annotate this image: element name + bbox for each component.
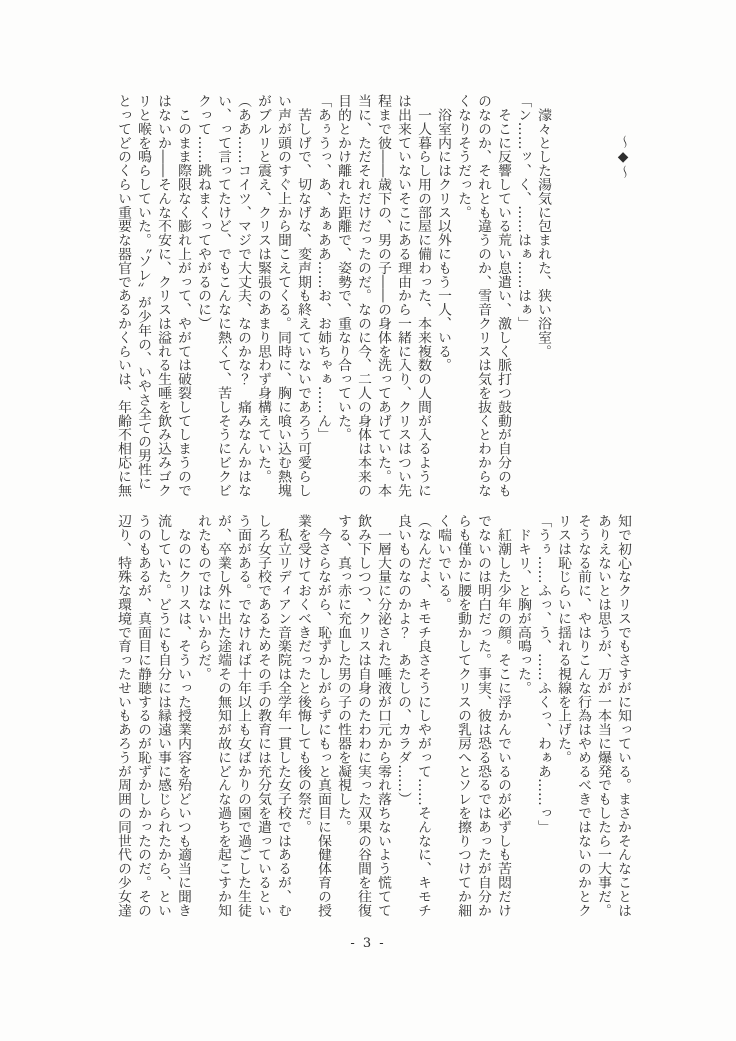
text-line: このまま際限なく膨れ上がって、やがては破裂してしまうので [175,94,191,498]
text-line: 濛々とした湯気に包まれた、狭い浴室。 [535,94,551,359]
text-line: が、卒業し外に出た途端その無知が故にどんな過ちを起こすか知 [215,514,231,918]
lower-text-block [113,514,633,918]
text-line: クって……跳ねまくってやがるのに） [195,94,211,331]
text-line: らも僅かに腰を動かしてクリスの乳房へとソレを擦りつけてか細 [455,514,471,918]
text-line: でないのは明白だった。事実、彼は恐る恐るではあったが自分か [475,514,491,918]
page-number: - 3 - [350,936,386,951]
text-line: 良いものなのかよ？ あたしの、カラダ……） [395,514,411,806]
text-line: 今さらながら、恥ずかしがらずにもっと真面目に保健体育の授 [315,514,331,918]
upper-text-block [113,94,553,498]
text-line: 流していた。どうにも自分には縁遠い事に感じられたから、とい [155,514,171,918]
text-line: い声が頭のすぐ上から聞こえてくる。同時に、胸に喰い込む熱塊 [275,94,291,498]
text-line: リと喉を鳴らしていた。〝ソレ〟が少年の、いやさ全ての男性に [135,94,151,491]
text-line: 私立リディアン音楽院は全学年一貫した女子校ではあるが、む [275,514,291,918]
text-line: （ああ……コイツ、マジで大丈夫、なのかな？ 痛みなんかはな [235,94,251,498]
text-line: くなりそうだった。 [455,94,471,220]
text-line: リスは恥じらいに揺れる視線を上げた。 [555,514,571,765]
text-line: 辺り、特殊な環境で育ったせいもあろうが周囲の同世代の少女達 [115,514,131,918]
text-line: 浴室内にはクリス以外にもう一人、いる。 [435,94,451,372]
text-line: は出来ていないそこにある理由から一緒に入り、クリスはつい先 [395,94,411,498]
text-line: のなのか、それとも違うのか、雪音クリスは気を抜くとわからな [475,94,491,498]
text-line: 当に、ただそれだけだったのだ。なのに今、二人の身体は本来の [355,94,371,498]
text-line: れたものではないからだ。 [195,514,211,681]
text-line: 「あぅうっ、あ、あぁああ……お、お姉ちゃぁ……ん」 [315,94,331,442]
text-line: そうなる前に、やはりこんな行為はやめるべきではないのかとク [575,514,591,918]
text-line: く喘いでいる。 [435,514,451,612]
text-line: うのもあるが、真面目に静聴するのが恥ずかしかったのだ。その [135,514,151,918]
text-line: 業を受けておくべきだったと後悔しても後の祭だ。 [295,514,311,834]
text-line: 苦しげで、切なげな、変声期も終えていないであろう可愛らし [295,94,311,498]
text-line: 「ン……ッ、く、……はぁ……はぁ」 [515,94,531,331]
text-line: しろ女子校であるためその手の教育には充分気を遣っているとい [255,514,271,918]
text-line: とってどのくらい重要な器官であるかくらいは、年齢不相応に無 [115,94,131,498]
text-line: ドキリ、と胸が高鳴った。 [515,514,531,695]
text-line: 知で初心なクリスでもさすがに知っている。まさかそんなことは [615,514,631,918]
section-divider: 〜◆〜 [615,135,631,179]
text-line: はないか――そんな不安に、クリスは溢れる生唾を飲み込みゴク [155,94,171,498]
text-line: する、真っ赤に充血した男の子の性器を凝視した。 [335,514,351,834]
text-line: 一層大量に分泌された唾液が口元から零れ落ちないよう慌てて [375,514,391,918]
text-line: い、って言ってたけど、でもこんなに熱くて、苦しそうにビクビ [215,94,231,498]
text-line: 目的とかけ離れた距離で、姿勢で、重なり合っていた。 [335,94,351,442]
text-line: がブルリと震え、クリスは緊張のあまり思わず身構えていた。 [255,94,271,484]
text-line: 「うぅ……ふっ、う、……ふくっ、わぁあ……っ」 [535,514,551,834]
text-line: そこに反響している荒い息遣い、激しく脈打つ鼓動が自分のも [495,94,511,498]
text-line: う面がある。でなければ十年以上も女ばかりの園で過ごした生徒 [235,514,251,918]
text-line: 程まで彼――歳下の、男の子――の身体を洗ってあげていた。本 [375,94,391,498]
text-line: なのにクリスは、そういった授業内容を殆どいつも適当に聞き [175,514,191,918]
text-line: 紅潮した少年の顔。そこに浮かんでいるのが必ずしも苦悶だけ [495,514,511,918]
text-line: ありえないとは思うが、万が一本当に爆発でもしたら一大事だ。 [595,514,611,918]
text-line: 一人暮らし用の部屋に備わった、本来複数の人間が入るように [415,94,431,498]
text-line: 飲み下しつつ、クリスは自身のたわわに実った双果の谷間を往復 [355,514,371,918]
text-line: （なんだよ、キモチ良さそうにしやがって……そんなに、キモチ [415,514,431,918]
